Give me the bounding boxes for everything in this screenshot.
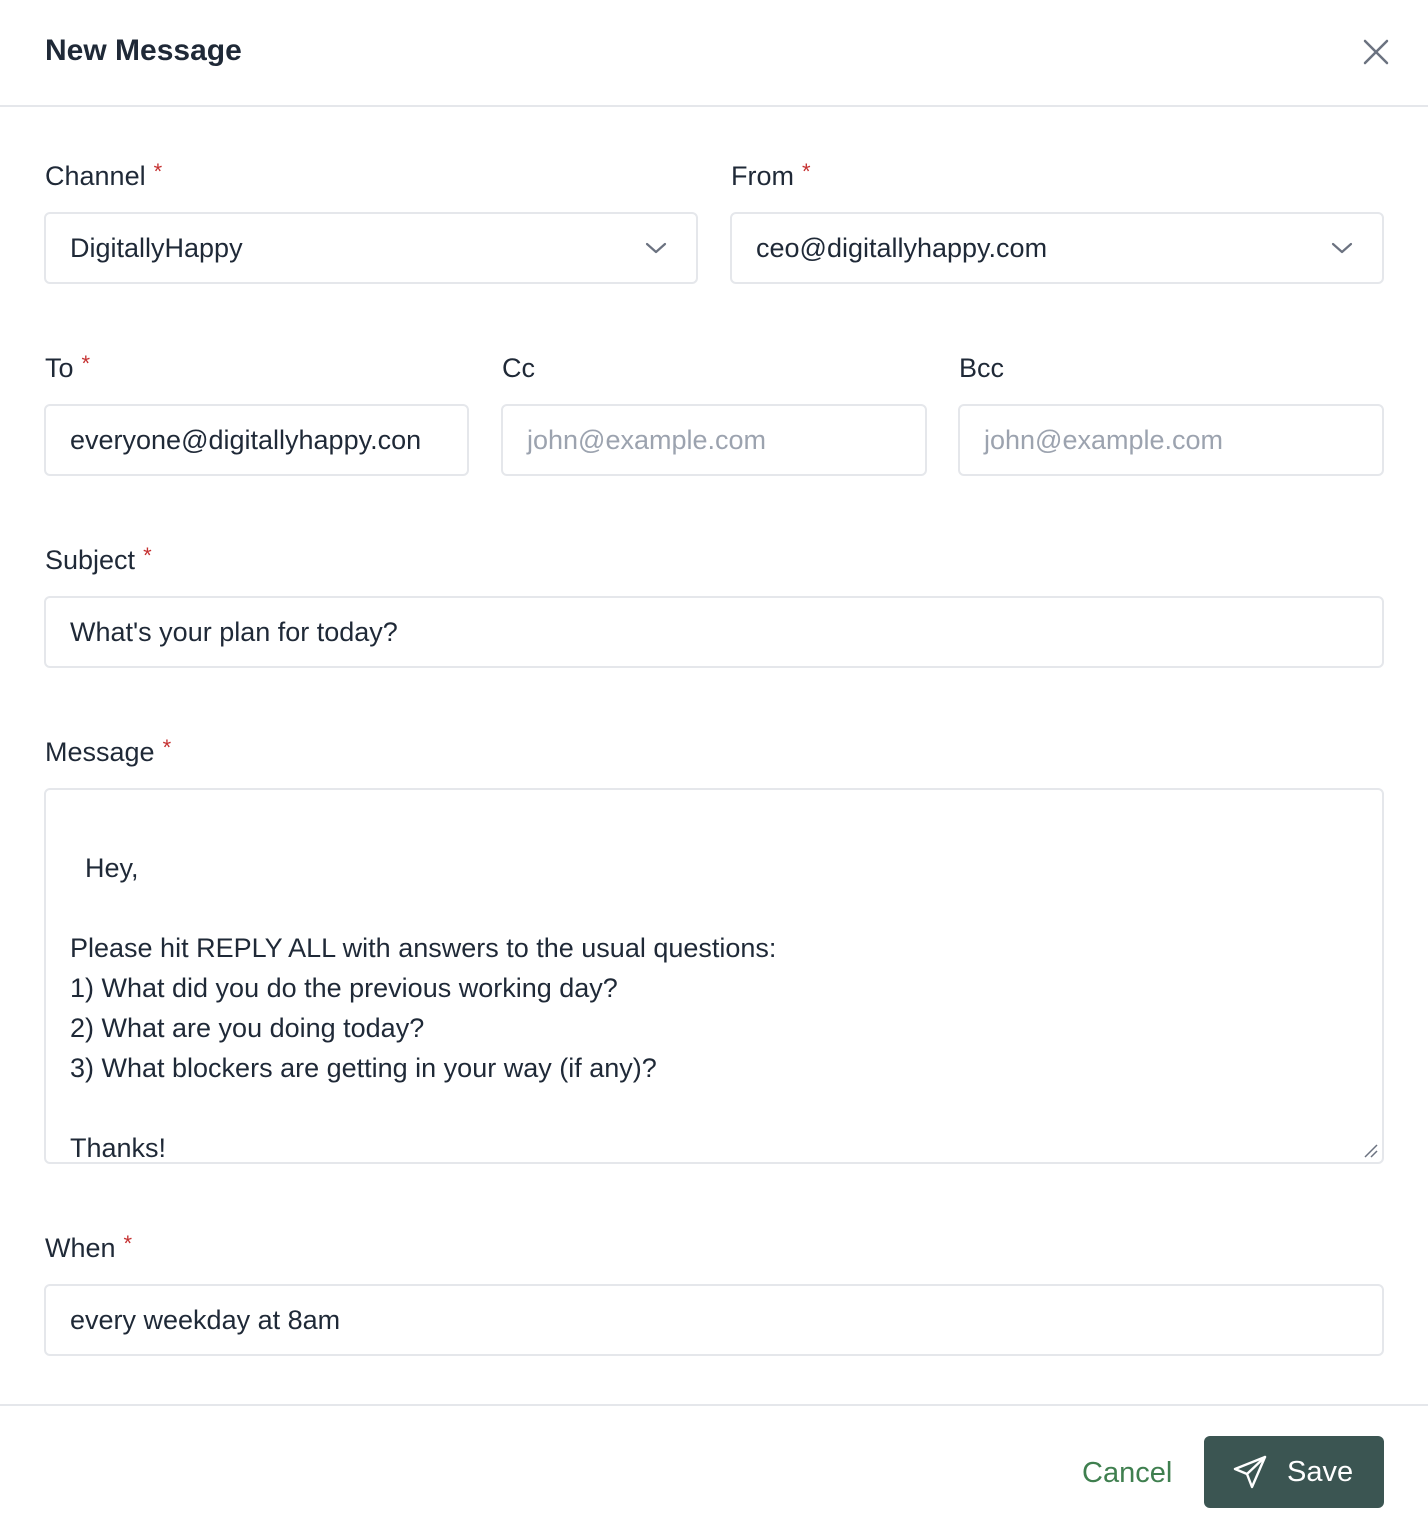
chevron-down-icon [644,238,668,258]
dialog-title: New Message [45,34,242,67]
required-indicator: * [802,159,811,184]
bcc-input[interactable] [958,404,1384,476]
bcc-label: Bcc [959,353,1005,383]
save-label: Save [1287,1456,1354,1488]
required-indicator: * [123,1231,133,1256]
close-button[interactable] [1356,32,1396,72]
bcc-placeholder: john@example.com [984,425,1224,455]
save-button[interactable] [1204,1436,1384,1508]
cc-input[interactable] [501,404,927,476]
channel-label: Channel * [45,159,163,191]
subject-value: What's your plan for today? [70,617,398,647]
message-label: Message * [45,735,172,767]
to-value: everyone@digitallyhappy.con [70,425,422,455]
subject-label: Subject * [45,543,152,575]
cancel-button[interactable]: Cancel [1082,1457,1173,1489]
required-indicator: * [143,543,152,568]
dialog-header [0,0,1428,107]
message-value: Hey, Please hit REPLY ALL with answers to the usual questions: 1) What did you do the previous working day? 2) What are you doing today? 3) What blockers are getting in your way (if any)? Thanks! [70,853,777,1163]
dialog-footer [0,1404,1428,1540]
close-icon [1356,32,1396,72]
channel-select[interactable] [44,212,698,284]
when-label: When * [45,1231,133,1263]
required-indicator: * [153,159,163,184]
to-input[interactable] [44,404,469,476]
cc-label: Cc [502,353,535,383]
when-input[interactable] [44,1284,1384,1356]
when-value: every weekday at 8am [70,1305,341,1335]
cc-placeholder: john@example.com [527,425,767,455]
from-label: From * [731,159,811,191]
resize-handle-icon[interactable] [1362,1142,1378,1158]
chevron-down-icon [1330,238,1354,258]
message-textarea[interactable] [44,788,1384,1164]
required-indicator: * [162,735,172,760]
required-indicator: * [81,351,91,376]
to-label: To * [45,351,91,383]
subject-input[interactable] [44,596,1384,668]
send-icon [1232,1454,1268,1490]
channel-value: DigitallyHappy [70,233,243,263]
from-select[interactable] [730,212,1384,284]
from-value: ceo@digitallyhappy.com [756,233,1048,263]
